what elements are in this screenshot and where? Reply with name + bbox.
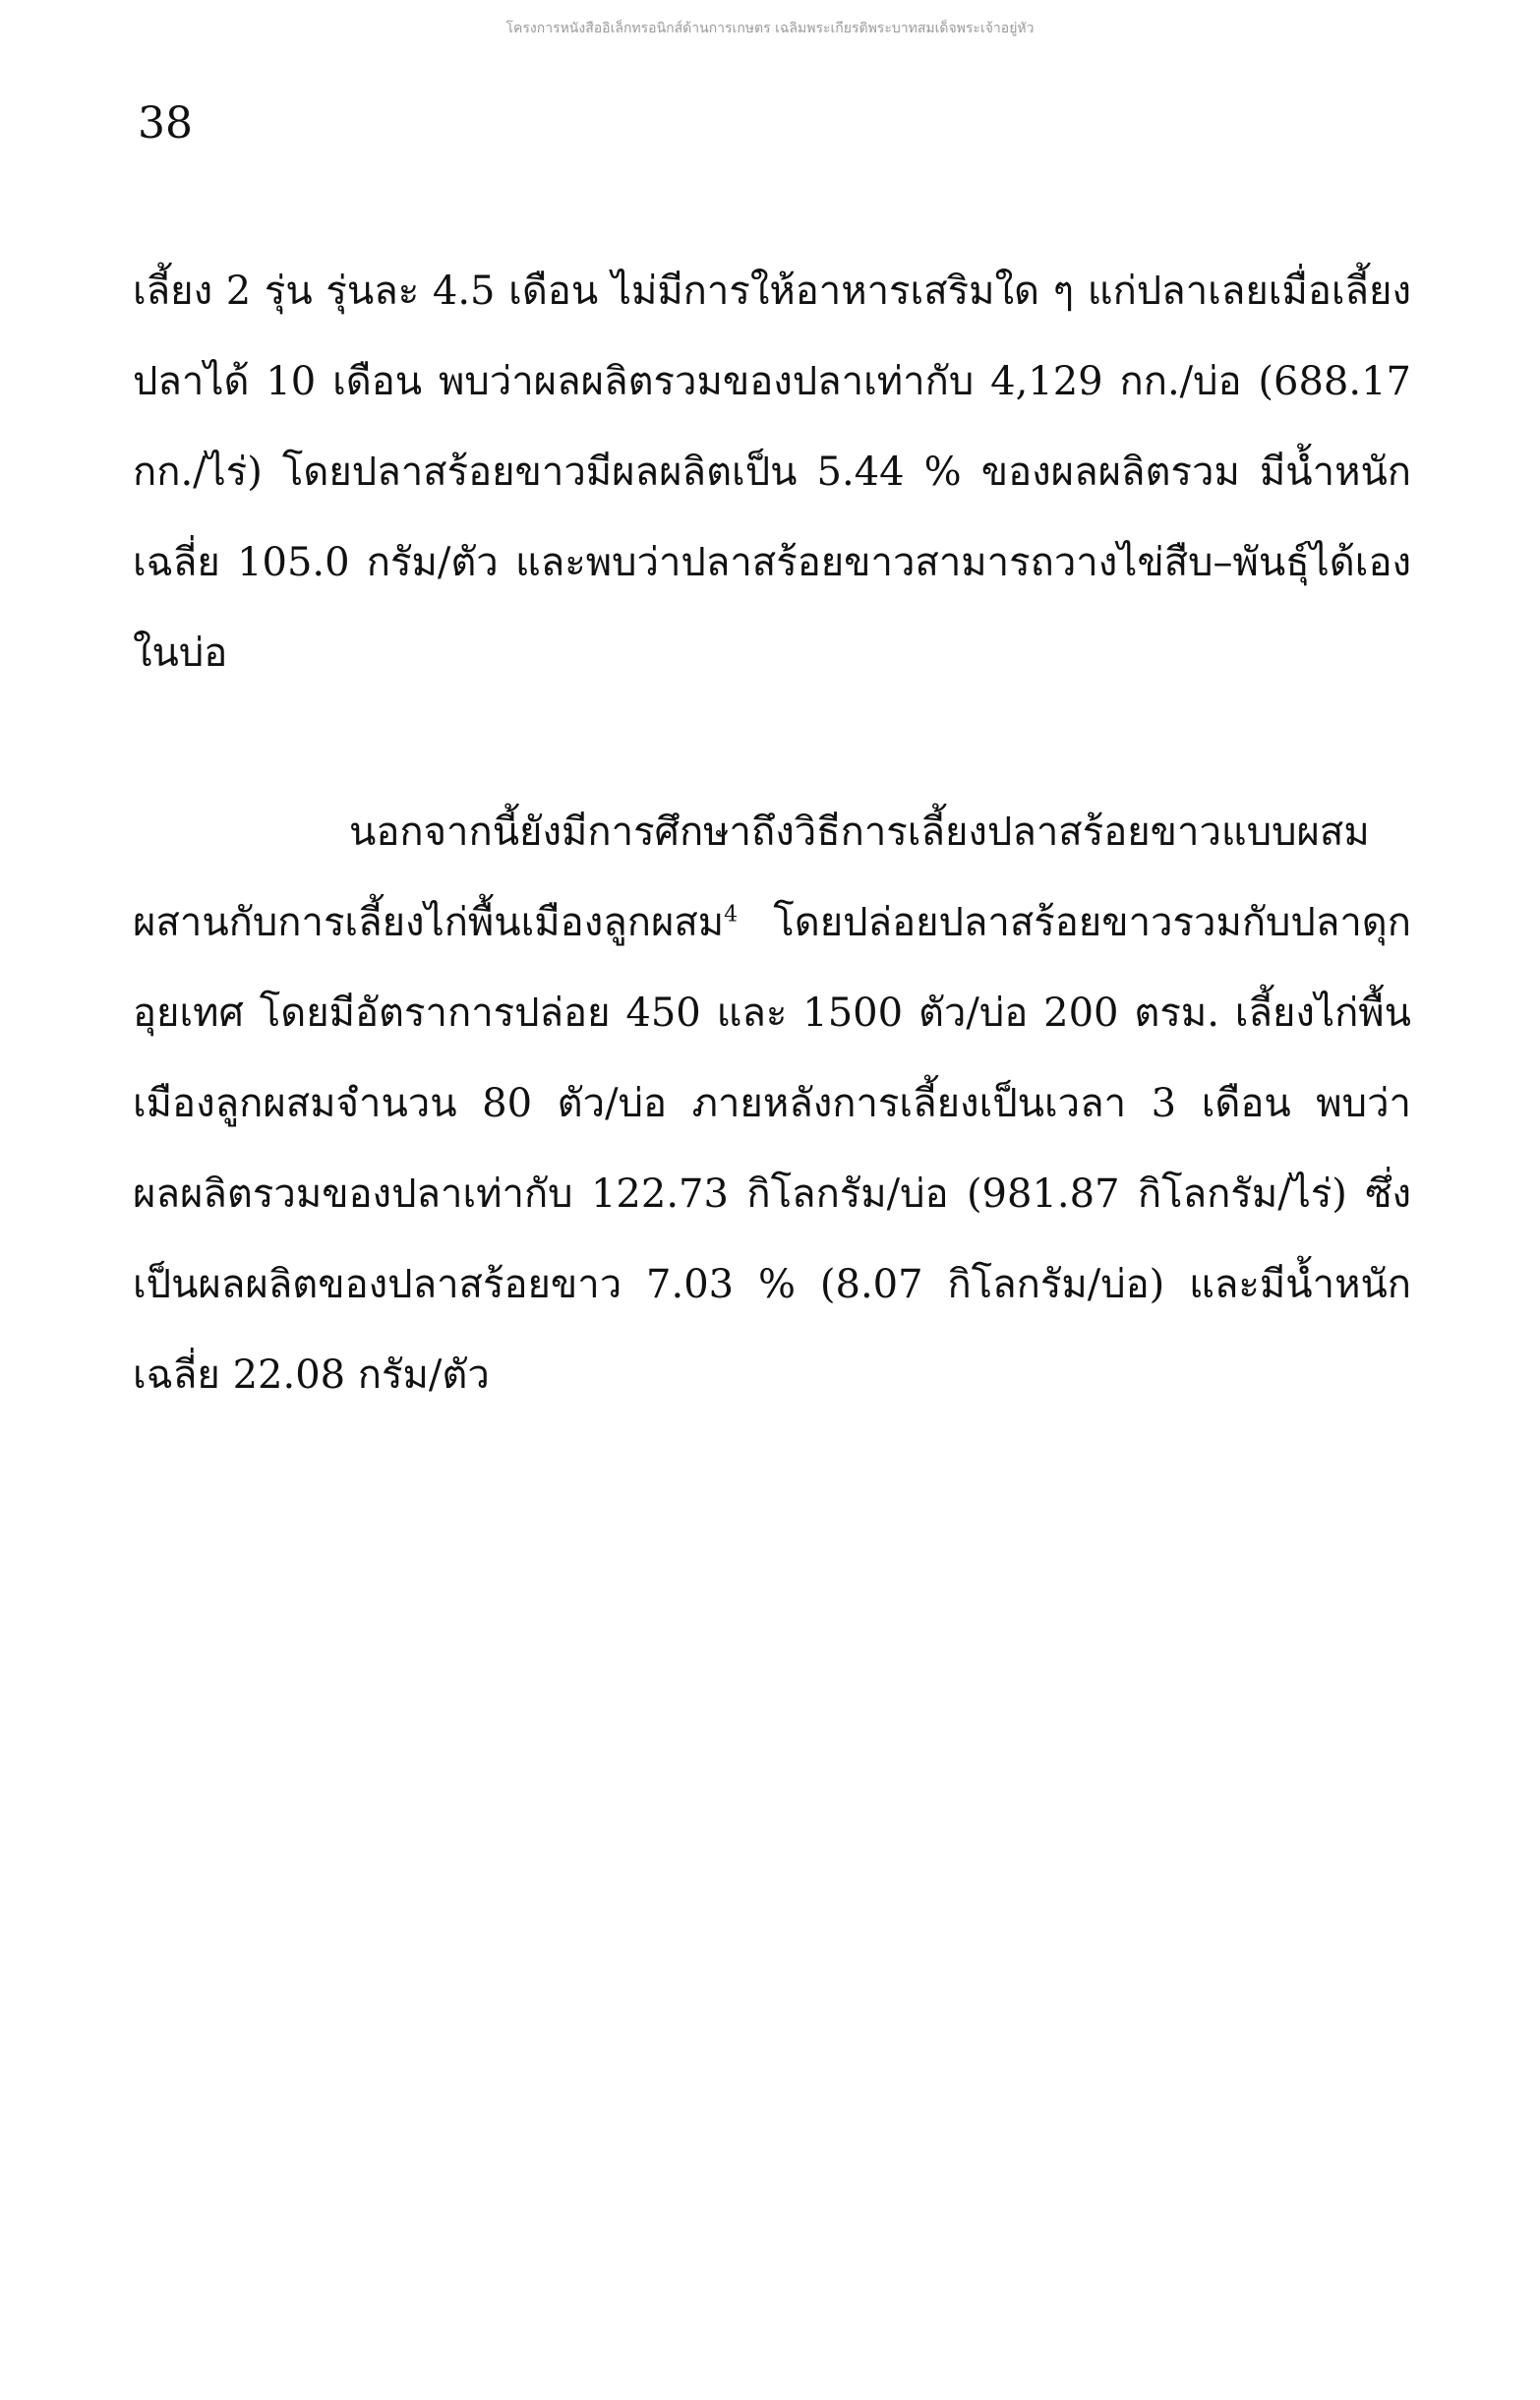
page-number: 38 [138,98,193,149]
paragraph-2-text-before-reference: นอกจากนี้ยังมีการศึกษาถึงวิธีการเลี้ยงปลาสร้อยขาวแบบผสมผสานกับการเลี้ยงไก่พื้นเมืองลูกผสม [133,810,1370,945]
running-header: โครงการหนังสืออิเล็กทรอนิกส์ด้านการเกษตร เฉลิมพระเกียรติพระบาทสมเด็จพระเจ้าอยู่หัว [505,21,1035,36]
footnote-reference: 4 [724,902,739,928]
paragraph-2-text-after-reference: โดยปล่อยปลาสร้อยขาวรวมกับปลาดุกอุยเทศ โดยมีอัตราการปล่อย 450 และ 1500 ตัว/บ่อ 200 ตรม. เลี้ยงไก่พื้นเมืองลูกผสมจำนวน 80 ตัว/บ่อ ภายหลังการเลี้ยงเป็นเวลา 3 เดือน พบว่าผลผลิตรวมของปลาเท่ากับ 122.73 กิโลกรัม/บ่อ (981.87 กิโลกรัม/ไร่) ซึ่งเป็นผลผลิตของปลาสร้อยขาว 7.03 % (8.07 กิโลกรัม/บ่อ) และมีน้ำหนักเฉลี่ย 22.08 กรัม/ตัว [133,900,1411,1398]
paragraph-1: เลี้ยง 2 รุ่น รุ่นละ 4.5 เดือน ไม่มีการให้อาหารเสริมใด ๆ แก่ปลาเลยเมื่อเลี้ยงปลาได้ 10 เดือน พบว่าผลผลิตรวมของปลาเท่ากับ 4,129 กก./บ่อ (688.17 กก./ไร่) โดยปลาสร้อยขาวมีผลผลิตเป็น 5.44 % ของผลผลิตรวม มีน้ำหนักเฉลี่ย 105.0 กรัม/ตัว และพบว่าปลาสร้อยขาวสามารถวางไข่สืบ–พันธุ์ได้เองในบ่อ [133,269,1411,676]
paragraph-2 [133,787,1411,1420]
